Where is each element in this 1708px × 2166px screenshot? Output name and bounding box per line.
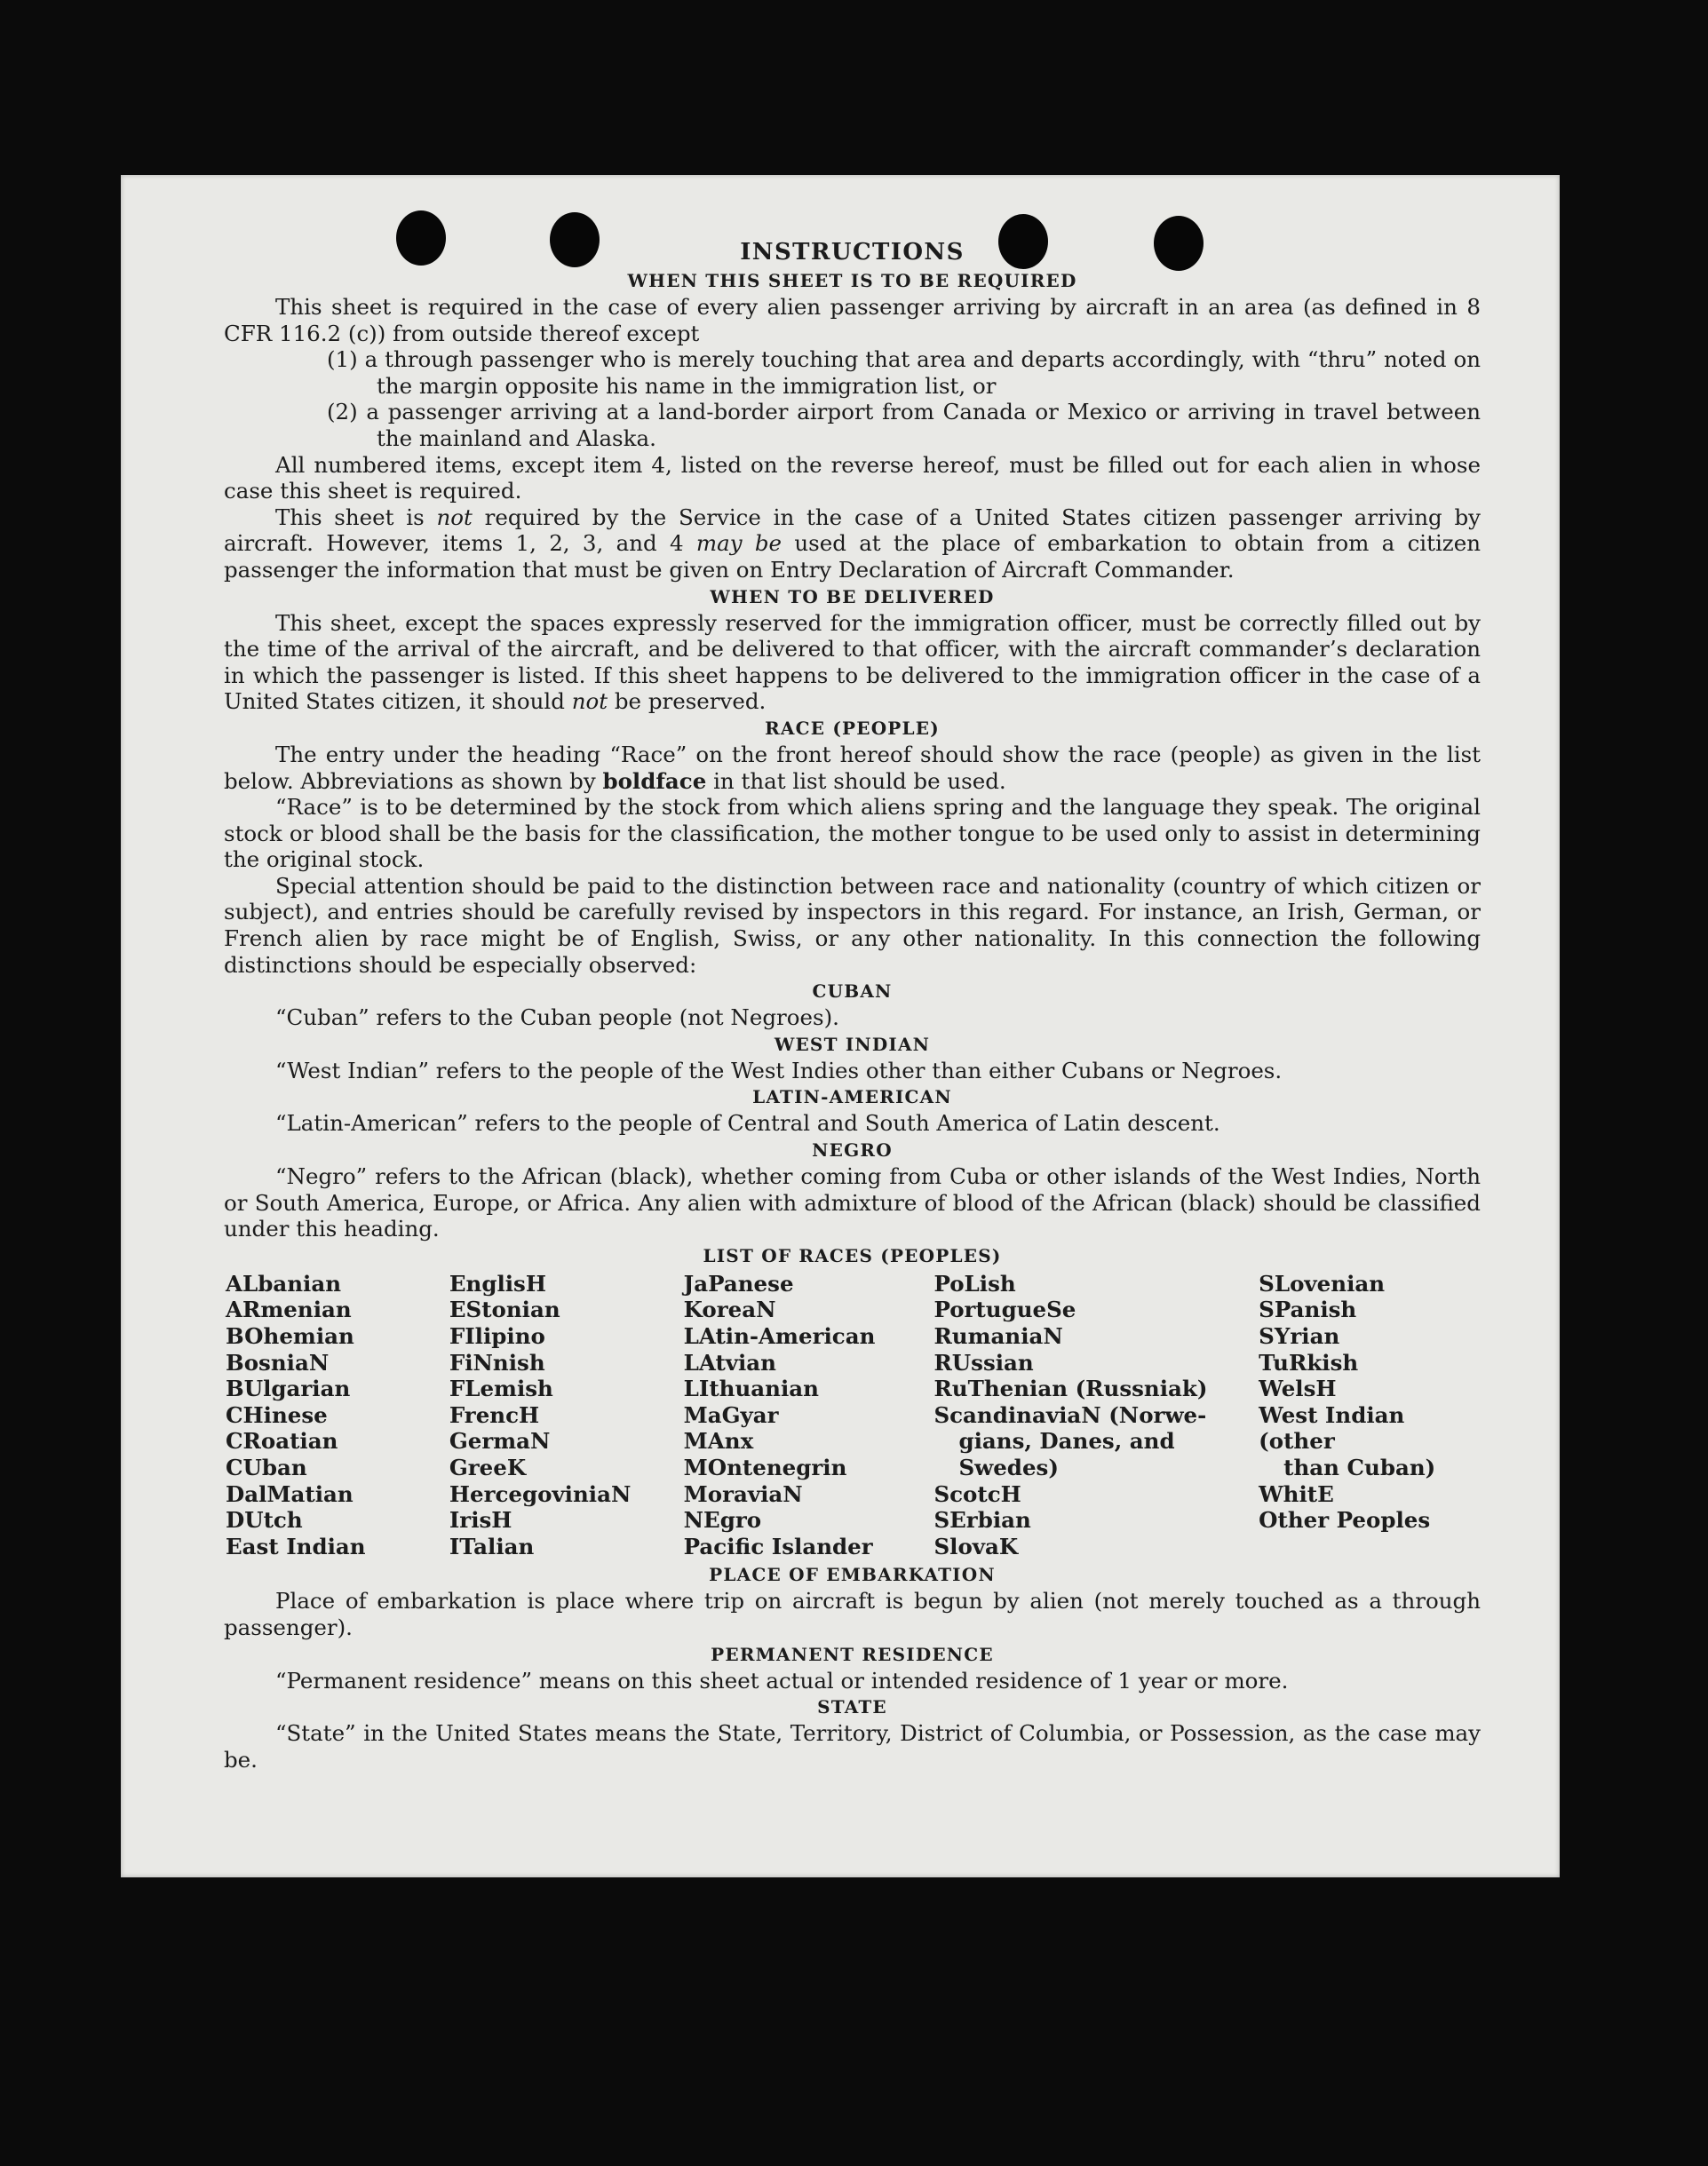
race-entry: GreeK [449, 1454, 527, 1480]
race-entry: Swedes) [958, 1454, 1059, 1480]
race-entry: SPanish [1259, 1297, 1357, 1323]
race-entry: CUban [226, 1454, 307, 1480]
delivered-text-b: be preserved. [608, 688, 767, 715]
cuban-paragraph: “Cuban” refers to the Cuban people (not Negroes). [275, 1004, 839, 1031]
races-column-5 [1259, 1271, 1481, 1560]
section-heading-residence: PERMANENT RESIDENCE [711, 1643, 994, 1665]
races-column-2 [449, 1271, 684, 1560]
race-entry: LAtin-American [683, 1323, 876, 1349]
race-entry: MAnx [683, 1428, 754, 1455]
instructions-content [224, 237, 1481, 1773]
section-heading-state: STATE [817, 1696, 887, 1718]
citizen-text-c: used at the place of embarkation to obtain from a citizen passenger the information that must be given on Entry Declaration of Aircraft Commander. [224, 530, 1481, 583]
citizen-paragraph [224, 504, 1481, 583]
residence-paragraph: “Permanent residence” means on this sheet actual or intended residence of 1 year or more. [275, 1667, 1289, 1694]
race-entry: ITalian [449, 1533, 535, 1559]
race-entry: DUtch [226, 1507, 303, 1534]
race-entry: West Indian (other [1259, 1401, 1405, 1455]
section-heading-delivered: WHEN TO BE DELIVERED [710, 585, 995, 607]
race-entry: CHinese [226, 1401, 328, 1428]
latin-american-paragraph: “Latin-American” refers to the people of Central and South America of Latin descent. [275, 1110, 1220, 1137]
race-entry: East Indian [226, 1533, 366, 1559]
race-entry: RuThenian (Russniak) [933, 1376, 1208, 1402]
negro-paragraph: “Negro” refers to the African (black), whether coming from Cuba or other islands of the West Indies, North or South America, Europe, or Africa. Any alien with admixture of blood of the African (black) should be classified under this heading. [224, 1163, 1481, 1242]
race-entry: JaPanese [683, 1270, 794, 1297]
race-entry: WelsH [1259, 1376, 1337, 1402]
race-entry: RUssian [933, 1349, 1034, 1376]
race-entry: BUlgarian [226, 1376, 351, 1402]
race-entry: gians, Danes, and [958, 1428, 1175, 1455]
delivered-not: not [571, 688, 608, 715]
section-heading-cuban: CUBAN [812, 980, 893, 1003]
race-paragraph-3: Special attention should be paid to the distinction between race and nationality (country of which citizen or subject), and entries should be carefully revised by inspectors in this regard. For instance, an Irish, German, or French alien by race might be of English, Swiss, or any other nationality. In this connection the following distinctions should be especially observed: [224, 872, 1481, 978]
race-entry: FIlipino [449, 1323, 545, 1349]
race-p1-text-a: The entry under the heading “Race” on the front hereof should show the race (people) as given in the list below. Abbreviations as shown by [224, 741, 1481, 794]
race-entry: MaGyar [683, 1401, 779, 1428]
delivered-paragraph [224, 610, 1481, 715]
races-list [226, 1271, 1481, 1560]
west-indian-paragraph: “West Indian” refers to the people of the West Indies other than either Cubans or Negroes. [275, 1057, 1283, 1083]
race-entry: WhitE [1259, 1480, 1334, 1507]
embarkation-paragraph: Place of embarkation is place where trip on aircraft is begun by alien (not merely touched as a through passenger). [224, 1588, 1481, 1640]
numbered-items-paragraph: All numbered items, except item 4, listed on the reverse hereof, must be filled out for each alien in whose case this sheet is required. [224, 451, 1481, 504]
citizen-may-be: may be [695, 530, 783, 557]
race-entry: EnglisH [449, 1270, 547, 1297]
section-heading-required: WHEN THIS SHEET IS TO BE REQUIRED [627, 270, 1077, 291]
section-heading-latin-american: LATIN-AMERICAN [752, 1086, 952, 1108]
section-heading-west-indian: WEST INDIAN [774, 1033, 931, 1055]
race-entry: ARmenian [226, 1297, 352, 1323]
races-column-4 [933, 1271, 1259, 1560]
section-heading-list-of-races: LIST OF RACES (PEOPLES) [703, 1244, 1002, 1266]
race-p1-text-b: in that list should be used. [706, 767, 1006, 794]
race-entry: Pacific Islander [683, 1533, 873, 1559]
race-entry: than Cuban) [1283, 1454, 1436, 1480]
race-entry: HercegoviniaN [449, 1480, 632, 1507]
race-entry: MoraviaN [683, 1480, 803, 1507]
required-intro: This sheet is required in the case of every alien passenger arriving by aircraft in an area (as defined in 8 CFR 116.2 (c)) from outside thereof except [224, 294, 1481, 346]
citizen-text-b: required by the Service in the case of a United States citizen passenger arriving by aircraft. However, items 1, 2, 3, and 4 [224, 504, 1481, 557]
document-sheet [121, 175, 1560, 1877]
exception-item-2: (2) a passenger arriving at a land-border airport from Canada or Mexico or arriving in travel between the mainland and Alaska. [327, 399, 1481, 451]
delivered-text-a: This sheet, except the spaces expressly reserved for the immigration officer, must be correctly filled out by the time of the arrival of the aircraft, and be delivered to that officer, with the aircraft commander’s declaration in which the passenger is listed. If this sheet happens to be delivered to the immigration officer in the case of a United States citizen, it should [224, 609, 1481, 715]
race-paragraph-1 [224, 742, 1481, 794]
race-entry: KoreaN [683, 1297, 776, 1323]
race-entry: BosniaN [226, 1349, 330, 1376]
race-entry: RumaniaN [933, 1323, 1063, 1349]
race-entry: ScandinaviaN (Norwe- [933, 1401, 1207, 1428]
race-paragraph-2: “Race” is to be determined by the stock from which aliens spring and the language they speak. The original stock or blood shall be the basis for the classification, the mother tongue to be used only to assist in determining the original stock. [224, 794, 1481, 873]
race-entry: EStonian [449, 1297, 560, 1323]
section-heading-embarkation: PLACE OF EMBARKATION [709, 1564, 996, 1586]
race-entry: MOntenegrin [683, 1454, 847, 1480]
race-entry: CRoatian [226, 1428, 338, 1455]
race-entry: IrisH [449, 1507, 512, 1534]
race-entry: FiNnish [449, 1349, 545, 1376]
race-entry: NEgro [683, 1507, 762, 1534]
race-entry: ALbanian [226, 1270, 342, 1297]
race-entry: SlovaK [933, 1533, 1019, 1559]
race-entry: GermaN [449, 1428, 551, 1455]
exception-item-1: (1) a through passenger who is merely touching that area and departs accordingly, with “thru” noted on the margin opposite his name in the immigration list, or [327, 346, 1481, 399]
citizen-text-a: This sheet is [275, 504, 437, 530]
race-entry: FrencH [449, 1401, 540, 1428]
race-entry: PortugueSe [933, 1297, 1076, 1323]
race-entry: LIthuanian [683, 1376, 819, 1402]
race-entry: SYrian [1259, 1323, 1340, 1349]
race-entry: SLovenian [1259, 1270, 1386, 1297]
section-heading-race: RACE (PEOPLE) [765, 717, 940, 739]
race-entry: PoLish [933, 1270, 1016, 1297]
race-entry: ScotcH [933, 1480, 1021, 1507]
races-column-1 [226, 1271, 449, 1560]
races-column-3 [684, 1271, 934, 1560]
race-p1-boldface: boldface [602, 767, 707, 794]
race-entry: LAtvian [683, 1349, 776, 1376]
race-entry: SErbian [933, 1507, 1031, 1534]
citizen-not: not [436, 504, 473, 530]
race-entry: FLemish [449, 1376, 553, 1402]
race-entry: BOhemian [226, 1323, 354, 1349]
instructions-title: INSTRUCTIONS [740, 239, 965, 266]
state-paragraph: “State” in the United States means the State, Territory, District of Columbia, or Possession, as the case may be. [224, 1720, 1481, 1773]
section-heading-negro: NEGRO [812, 1139, 893, 1162]
race-entry: Other Peoples [1259, 1507, 1431, 1534]
race-entry: TuRkish [1259, 1349, 1359, 1376]
race-entry: DalMatian [226, 1480, 354, 1507]
